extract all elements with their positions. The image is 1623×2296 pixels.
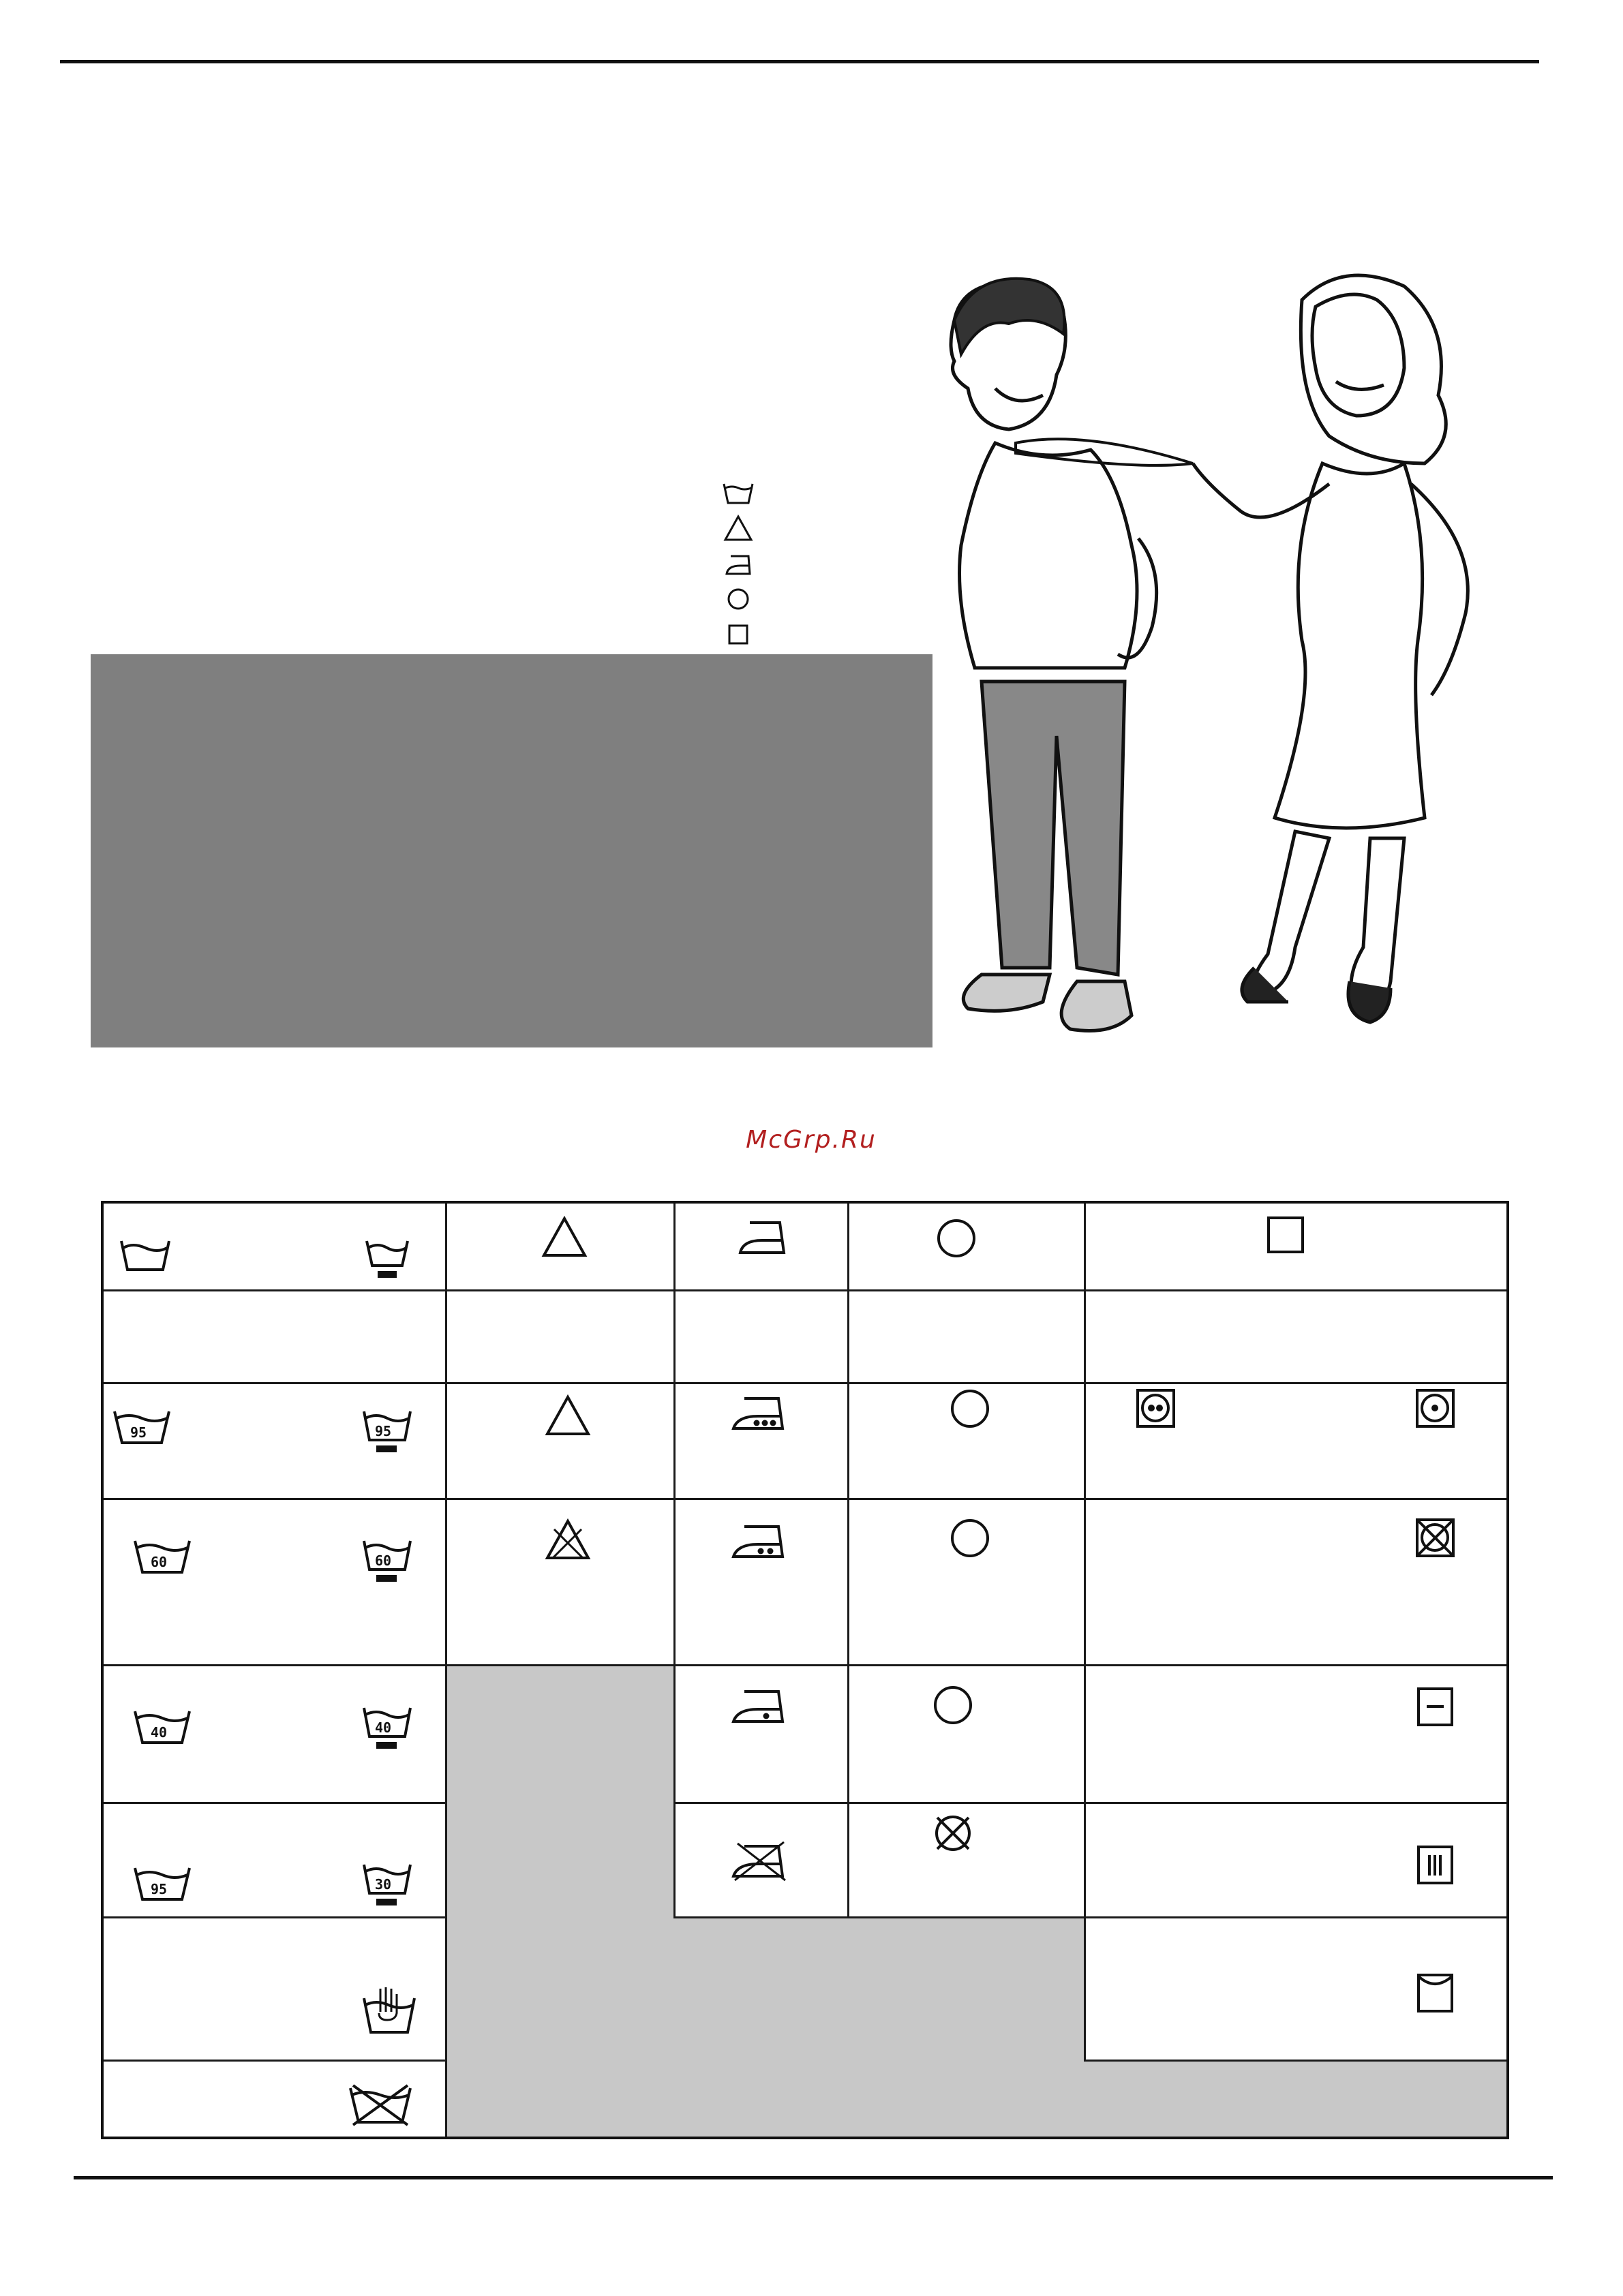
iron-icon	[720, 548, 757, 579]
bleach-triangle-icon	[537, 1213, 592, 1261]
dry-clean-circle-icon	[946, 1514, 994, 1562]
svg-text:95: 95	[375, 1423, 392, 1439]
iron-hot-icon	[728, 1393, 789, 1434]
tumble-dry-high-icon	[1134, 1386, 1178, 1430]
no-dry-clean-icon	[929, 1809, 977, 1857]
couple-illustration	[934, 259, 1520, 1063]
line-dry-icon	[1413, 1971, 1457, 2015]
tumble-dry-square-icon	[720, 619, 757, 650]
wash-60-gentle-icon	[360, 1531, 414, 1589]
svg-text:40: 40	[151, 1724, 168, 1741]
wash-40-icon	[132, 1702, 193, 1753]
tumble-dry-square-icon	[1262, 1211, 1309, 1259]
iron-medium-icon	[728, 1521, 789, 1562]
top-rule	[60, 60, 1539, 63]
svg-text:60: 60	[151, 1554, 168, 1570]
bleach-triangle-icon	[541, 1392, 595, 1439]
drip-dry-icon	[1413, 1843, 1457, 1887]
wash-tub-gentle-icon	[360, 1231, 414, 1279]
svg-text:95: 95	[151, 1881, 168, 1897]
wash-30-gentle-icon	[360, 1855, 414, 1913]
dry-flat-icon	[1413, 1685, 1457, 1729]
watermark: McGrp.Ru	[746, 1126, 877, 1154]
wash-tub-icon	[118, 1231, 172, 1279]
hand-wash-icon	[360, 1985, 418, 2039]
wash-95-icon	[132, 1858, 193, 1910]
dry-clean-circle-icon	[932, 1214, 980, 1262]
wash-40-gentle-icon	[360, 1698, 414, 1756]
bleach-triangle-icon	[720, 512, 757, 544]
dry-clean-circle-icon	[929, 1681, 977, 1729]
care-symbols-table	[101, 1201, 1509, 2139]
svg-text:60: 60	[375, 1552, 392, 1569]
dry-clean-circle-icon	[946, 1385, 994, 1433]
no-iron-icon	[728, 1838, 789, 1886]
iron-low-icon	[728, 1686, 789, 1727]
iron-icon	[735, 1213, 789, 1261]
tumble-dry-low-icon	[1413, 1386, 1457, 1430]
do-not-wash-icon	[346, 2080, 414, 2128]
gray-info-box	[91, 654, 932, 1047]
no-bleach-icon	[541, 1516, 595, 1563]
no-tumble-dry-icon	[1413, 1516, 1457, 1560]
wash-60-icon	[132, 1531, 193, 1582]
dry-clean-circle-icon	[720, 583, 757, 615]
wash-95-icon	[111, 1402, 172, 1453]
svg-text:30: 30	[375, 1876, 392, 1893]
table-frame	[101, 1201, 1509, 2139]
wash-95-gentle-icon	[360, 1402, 414, 1460]
wash-tub-icon	[720, 477, 757, 508]
bottom-rule	[74, 2176, 1553, 2179]
svg-text:95: 95	[130, 1424, 147, 1441]
svg-text:40: 40	[375, 1719, 392, 1736]
